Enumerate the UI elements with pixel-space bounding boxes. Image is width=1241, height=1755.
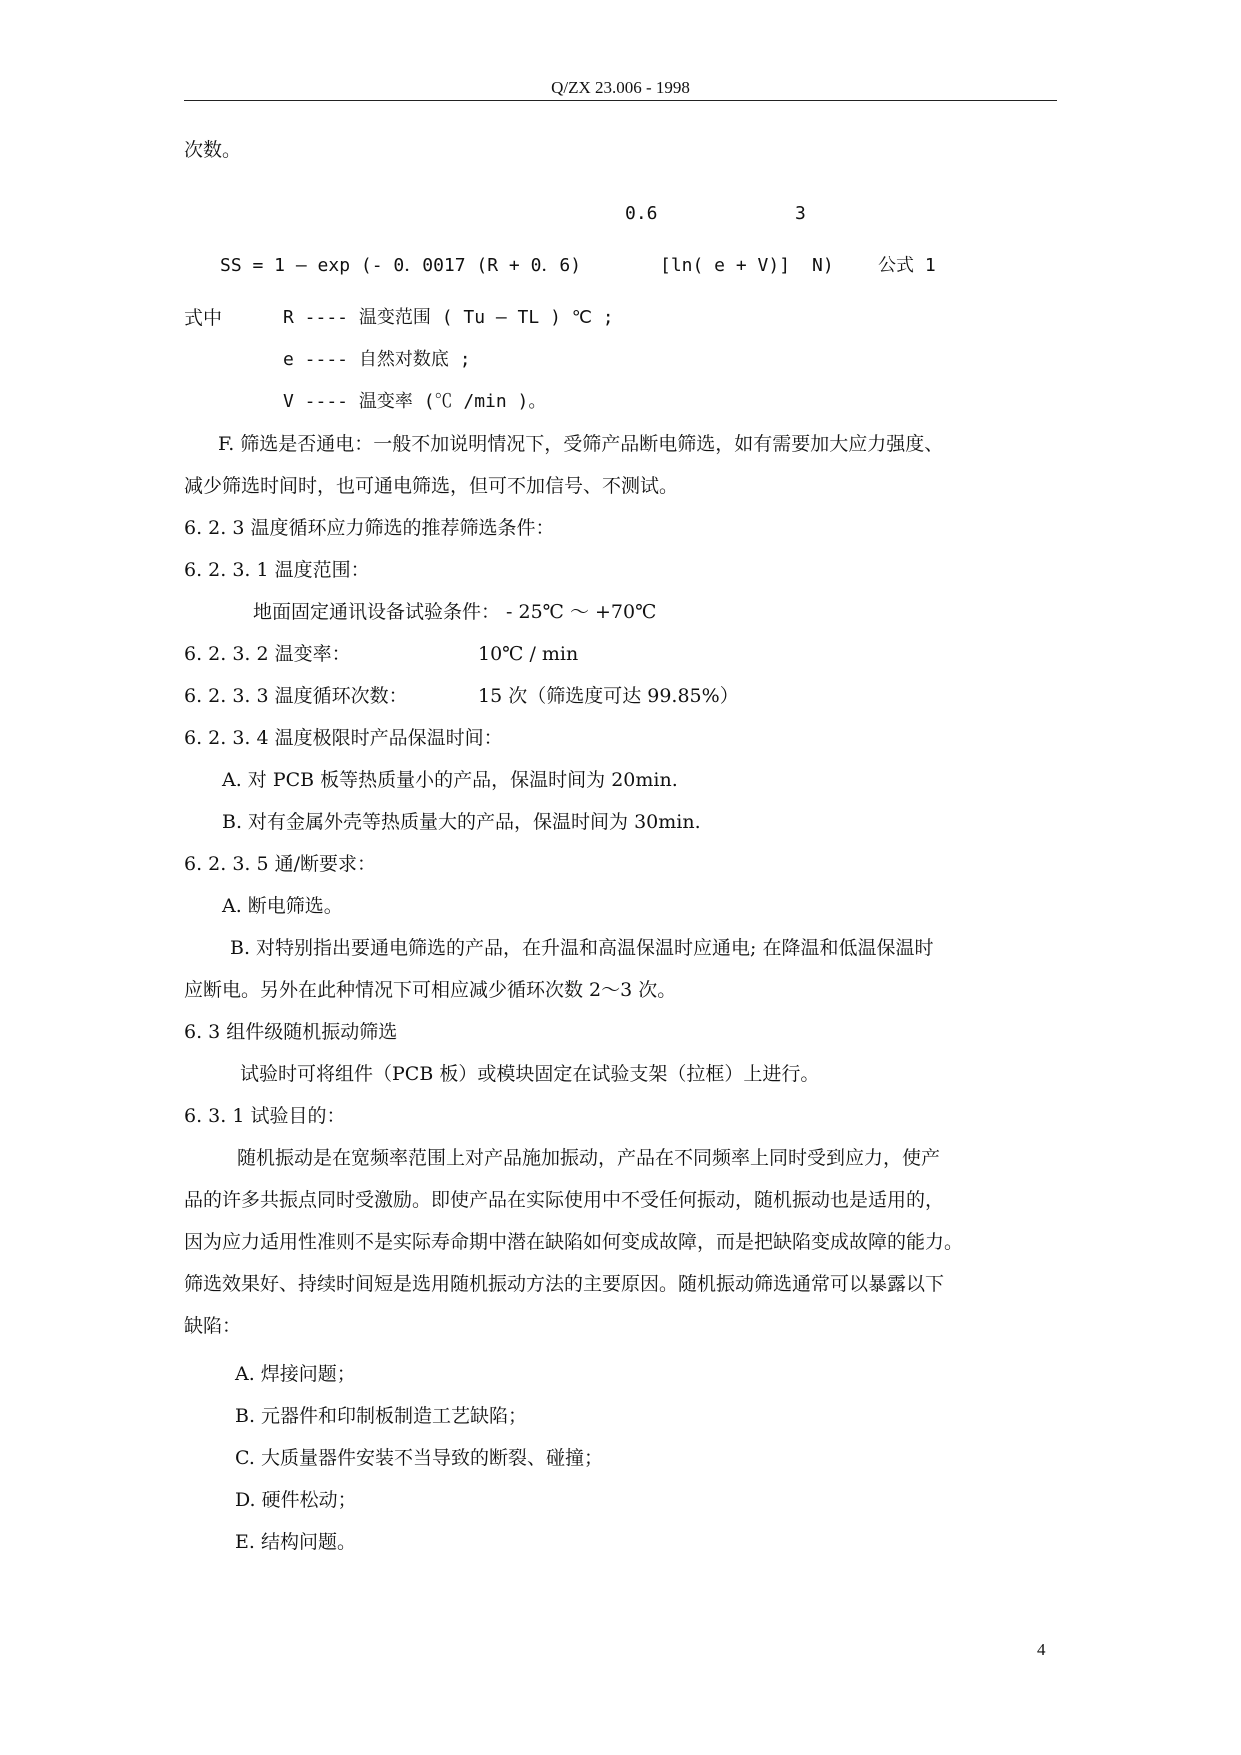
purpose-line-2: 品的许多共振点同时受激励。即使产品在实际使用中不受任何振动，随机振动也是适用的， [184, 1189, 945, 1211]
section-6-3-1-heading: 6. 3. 1 试验目的： [184, 1105, 346, 1127]
formula-exp-superscript: 0.6 [625, 203, 658, 224]
section-6-2-3-1-heading: 6. 2. 3. 1 温度范围： [184, 559, 370, 581]
purpose-line-4: 筛选效果好、持续时间短是选用随机振动方法的主要原因。随机振动筛选通常可以暴露以下 [184, 1273, 945, 1295]
header-rule [184, 100, 1057, 101]
power-item-b-line1: B. 对特别指出要通电筛选的产品，在升温和高温保温时应通电; 在降温和低温保温时 [230, 937, 934, 959]
where-item-e: e ---- 自然对数底 ; [283, 349, 471, 370]
dwell-item-a: A. 对 PCB 板等热质量小的产品，保温时间为 20min. [222, 769, 678, 791]
cycle-count-value: 15 次（筛选度可达 99.85%） [478, 685, 739, 707]
purpose-line-1: 随机振动是在宽频率范围上对产品施加振动，产品在不同频率上同时受到应力，使产 [237, 1147, 941, 1169]
section-6-3-text: 试验时可将组件（PCB 板）或模块固定在试验支架（拉框）上进行。 [240, 1063, 820, 1085]
formula-label: 公式 1 [878, 255, 936, 276]
where-item-v: V ---- 温变率 (℃ /min )。 [283, 391, 547, 412]
standard-code-header: Q/ZX 23.006 - 1998 [551, 78, 690, 97]
section-6-2-3-5-heading: 6. 2. 3. 5 通/断要求： [184, 853, 377, 875]
defect-item-e: E. 结构问题。 [235, 1531, 356, 1553]
formula-main: SS = 1 – exp (- 0．0017 (R + 0．6) [220, 255, 582, 276]
power-item-a: A. 断电筛选。 [222, 895, 343, 917]
formula-power-superscript: 3 [795, 203, 806, 224]
para-f-line2: 减少筛选时间时，也可通电筛选，但可不加信号、不测试。 [184, 475, 679, 497]
purpose-line-3: 因为应力适用性准则不是实际寿命期中潜在缺陷如何变成故障，而是把缺陷变成故障的能力。 [184, 1231, 964, 1253]
para-f-line1: F. 筛选是否通电：一般不加说明情况下，受筛产品断电筛选，如有需要加大应力强度、 [218, 433, 944, 455]
defect-item-b: B. 元器件和印制板制造工艺缺陷； [235, 1405, 528, 1427]
section-6-3-heading: 6. 3 组件级随机振动筛选 [184, 1021, 398, 1043]
where-lead: 式中 [184, 307, 223, 329]
section-6-2-3-heading: 6. 2. 3 温度循环应力筛选的推荐筛选条件： [184, 517, 555, 539]
purpose-line-5: 缺陷： [184, 1315, 242, 1337]
section-6-2-3-3-heading: 6. 2. 3. 3 温度循环次数： [184, 685, 408, 707]
continued-text: 次数。 [184, 139, 242, 161]
defect-item-c: C. 大质量器件安装不当导致的断裂、碰撞； [235, 1447, 603, 1469]
temperature-range-text: 地面固定通讯设备试验条件： - 25℃ ～ +70℃ [253, 601, 657, 623]
defect-item-d: D. 硬件松动； [235, 1489, 357, 1511]
section-6-2-3-4-heading: 6. 2. 3. 4 温度极限时产品保温时间： [184, 727, 503, 749]
dwell-item-b: B. 对有金属外壳等热质量大的产品，保温时间为 30min. [222, 811, 701, 833]
formula-bracket: [ln( e + V)] [660, 255, 791, 276]
temperature-rate-value: 10℃ / min [478, 643, 579, 665]
defect-item-a: A. 焊接问题； [235, 1363, 356, 1385]
where-item-r: R ---- 温变范围 ( Tu – TL ) ℃ ; [283, 307, 614, 328]
page-number: 4 [1037, 1640, 1046, 1659]
power-item-b-line2: 应断电。另外在此种情况下可相应减少循环次数 2～3 次。 [184, 979, 677, 1001]
section-6-2-3-2-heading: 6. 2. 3. 2 温变率： [184, 643, 351, 665]
formula-tail: N) [812, 255, 834, 276]
